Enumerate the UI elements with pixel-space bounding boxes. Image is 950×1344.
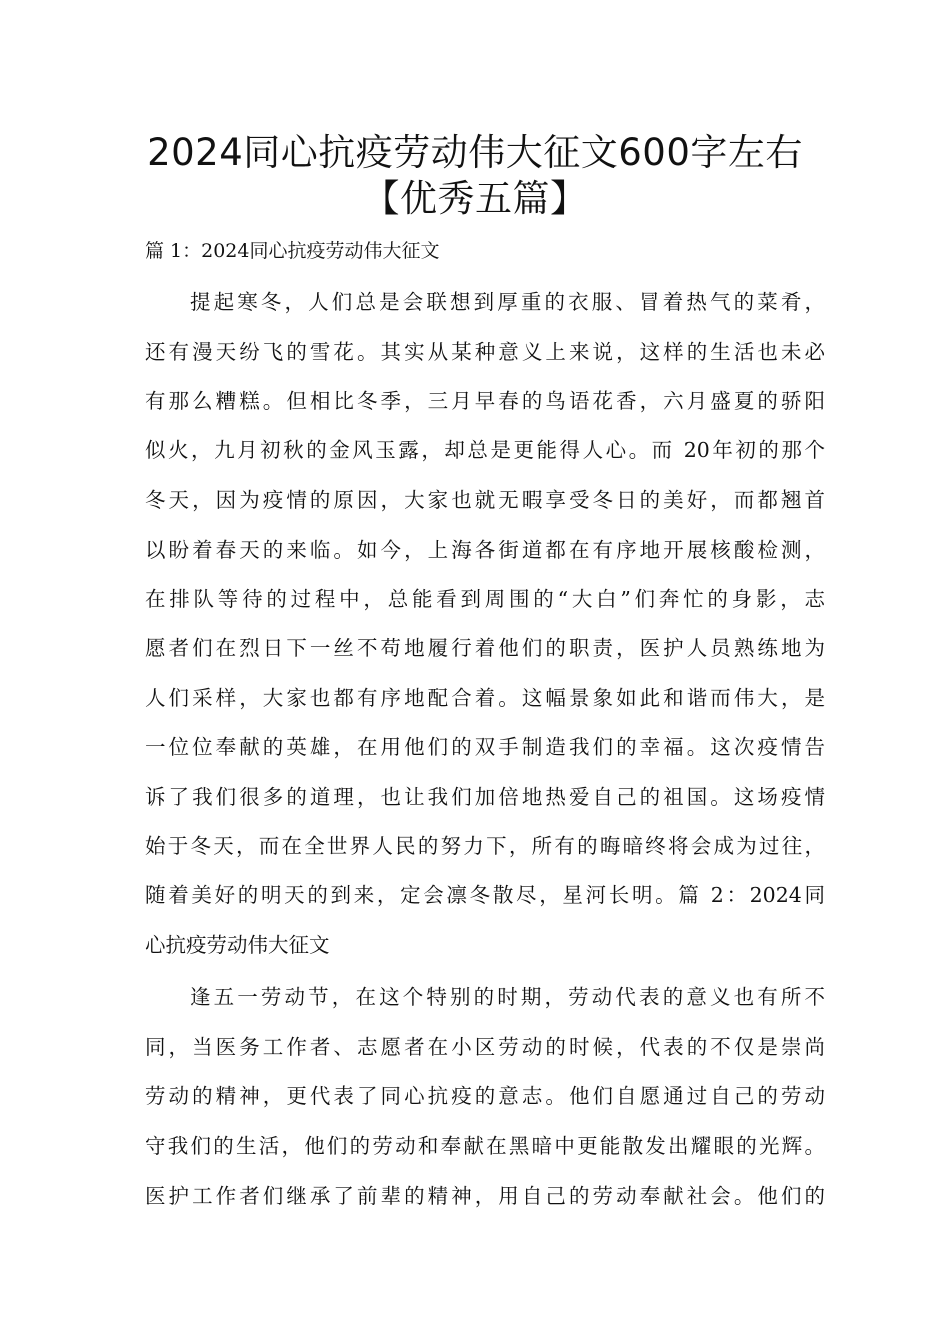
paragraph-line: 逢五一劳动节，在这个特别的时期，劳动代表的意义也有所不 — [190, 985, 825, 1009]
paragraph-line: 以盼着春天的来临。如今，上海各街道都在有序地开展核酸检测， — [145, 538, 825, 562]
paragraph-line: 有那么糟糕。但相比冬季，三月早春的鸟语花香，六月盛夏的骄阳 — [145, 389, 825, 413]
paragraph-line: 愿者们在烈日下一丝不苟地履行着他们的职责，医护人员熟练地为 — [145, 636, 825, 660]
paragraph-line: 同，当医务工作者、志愿者在小区劳动的时候，代表的不仅是崇尚 — [145, 1035, 825, 1059]
paragraph-line: 随着美好的明天的到来，定会凛冬散尽，星河长明。篇 2：2024同 — [145, 883, 825, 907]
paragraph-line: 诉了我们很多的道理，也让我们加倍地热爱自己的祖国。这场疫情 — [145, 785, 825, 809]
paragraph-line: 守我们的生活，他们的劳动和奉献在黑暗中更能散发出耀眼的光辉。 — [145, 1134, 825, 1158]
paragraph-line: 劳动的精神，更代表了同心抗疫的意志。他们自愿通过自己的劳动 — [145, 1084, 825, 1108]
paragraph-line: 始于冬天，而在全世界人民的努力下，所有的晦暗终将会成为过往， — [145, 834, 825, 858]
paragraph-line: 似火，九月初秋的金风玉露，却总是更能得人心。而 20年初的那个 — [145, 438, 825, 462]
paragraph-line: 一位位奉献的英雄，在用他们的双手制造我们的幸福。这次疫情告 — [145, 735, 825, 759]
document-title-line1: 2024同心抗疫劳动伟大征文600字左右 — [147, 131, 803, 174]
paragraph-line: 医护工作者们继承了前辈的精神，用自己的劳动奉献社会。他们的 — [145, 1184, 825, 1208]
paragraph-line: 冬天，因为疫情的原因，大家也就无暇享受冬日的美好，而都翘首 — [145, 488, 825, 512]
paragraph-line: 心抗疫劳动伟大征文 — [145, 933, 330, 957]
document-title-line2: 【优秀五篇】 — [362, 177, 588, 220]
paragraph-line: 人们采样，大家也都有序地配合着。这幅景象如此和谐而伟大，是 — [145, 686, 825, 710]
paragraph-line: 在排队等待的过程中，总能看到周围的“大白”们奔忙的身影，志 — [145, 587, 825, 611]
paragraph-line: 还有漫天纷飞的雪花。其实从某种意义上来说，这样的生活也未必 — [145, 340, 825, 364]
paragraph-line: 提起寒冬，人们总是会联想到厚重的衣服、冒着热气的菜肴， — [190, 290, 825, 314]
section-heading: 篇 1：2024同心抗疫劳动伟大征文 — [145, 240, 440, 262]
